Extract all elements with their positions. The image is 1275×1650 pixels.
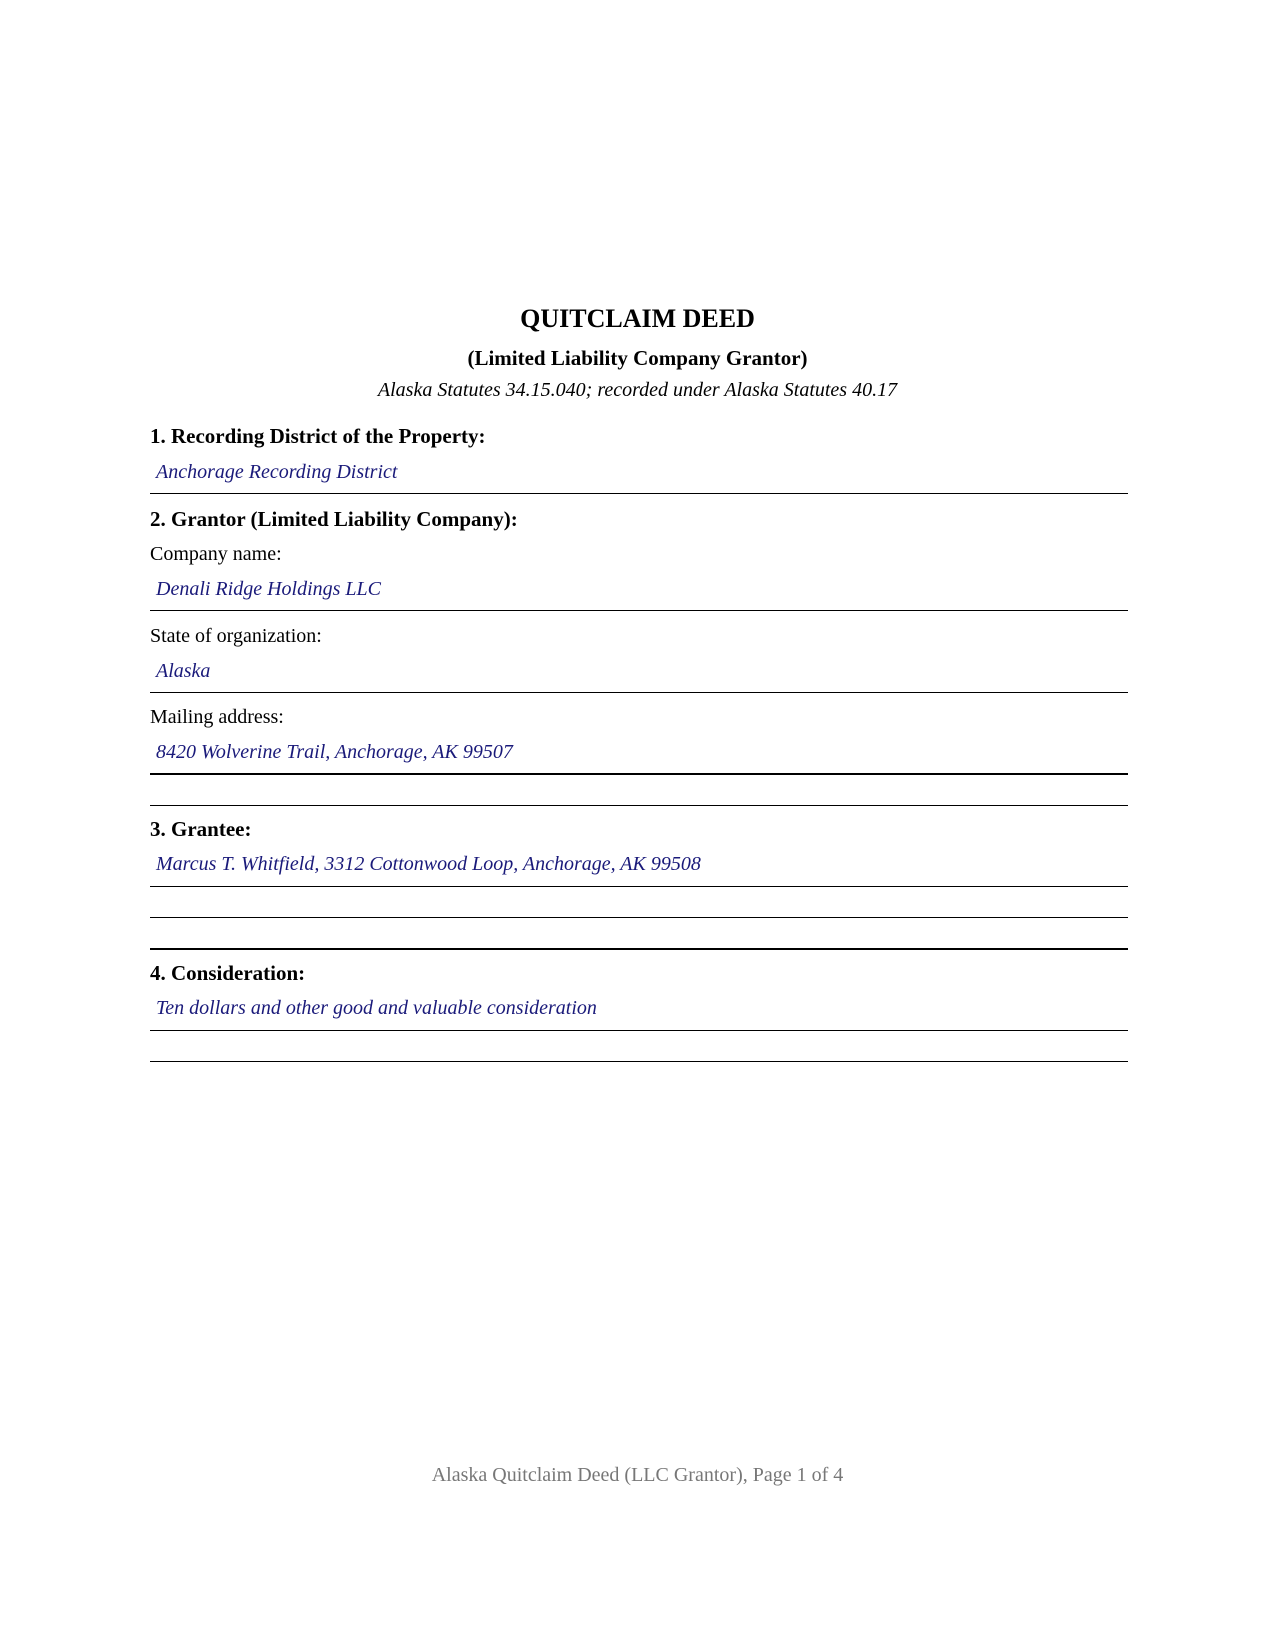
document-title: QUITCLAIM DEED [520,304,755,333]
section-2-heading: 2. Grantor (Limited Liability Company): [150,507,518,531]
consideration-line [150,1030,1128,1031]
grantee-line-3 [150,948,1128,950]
grantee-line [150,886,1128,887]
state-of-organization-value: Alaska [156,660,211,682]
section-1-heading: 1. Recording District of the Property: [150,424,486,448]
recording-district-value: Anchorage Recording District [156,461,398,483]
state-of-organization-line [150,692,1128,693]
company-name-label: Company name: [150,543,282,565]
section-4-heading: 4. Consideration: [150,961,306,985]
company-name-value: Denali Ridge Holdings LLC [156,578,382,600]
company-name-line [150,610,1128,611]
consideration-line-2 [150,1061,1128,1062]
section-3-heading: 3. Grantee: [150,817,252,841]
recording-district-line [150,493,1128,494]
statute-reference: Alaska Statutes 34.15.040; recorded under Alaska Statutes 40.17 [377,379,898,401]
state-of-organization-label: State of organization: [150,625,322,647]
mailing-address-line [150,773,1128,775]
mailing-address-label: Mailing address: [150,706,284,728]
mailing-address-line-2 [150,805,1128,806]
grantee-line-2 [150,917,1128,918]
grantee-value: Marcus T. Whitfield, 3312 Cottonwood Loop, Anchorage, AK 99508 [156,853,701,875]
consideration-value: Ten dollars and other good and valuable consideration [156,997,597,1019]
page-footer: Alaska Quitclaim Deed (LLC Grantor), Page 1 of 4 [431,1464,844,1486]
document-subtitle: (Limited Liability Company Grantor) [467,346,808,370]
mailing-address-value: 8420 Wolverine Trail, Anchorage, AK 99507 [156,741,513,763]
